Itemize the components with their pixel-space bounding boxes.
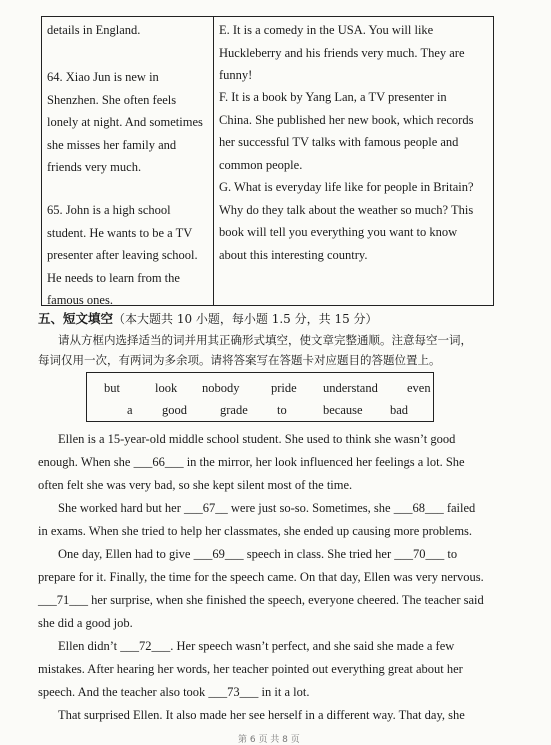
word-nobody: nobody xyxy=(202,381,240,395)
page-footer: 第 6 页 共 8 页 xyxy=(238,735,300,745)
question-64: 64. Xiao Jun is new in Shenzhen. She often feels lonely at night. And sometimes she misses her family and friends very much. xyxy=(47,70,203,174)
passage-paragraph-1: Ellen is a 15-year-old middle school student. She used to think she wasn’t good enough. When she ___66___ in the mirror, her look influenced her feelings a lot. She often felt she was very bad, so she kept silent most of the time. xyxy=(38,432,465,492)
passage-paragraph-3: One day, Ellen had to give ___69___ speech in class. She tried her ___70___ to prepare for it. Finally, the time for the speech came. On that day, Ellen was very nervous. ___71___ her surprise, when she finished the speech, everyone cheered. The teacher said she did a good job. xyxy=(38,547,484,630)
word-grade: grade xyxy=(220,403,248,417)
word-even: even xyxy=(407,381,431,395)
word-to: to xyxy=(277,403,287,417)
matching-table xyxy=(41,16,494,306)
left-cell-fragment: details in England. xyxy=(47,23,141,37)
word-good: good xyxy=(162,403,187,417)
word-look: look xyxy=(155,381,178,395)
word-understand: understand xyxy=(323,381,378,395)
word-bad: bad xyxy=(390,403,409,417)
section-heading: 五、短文填空（本大题共 10 小题，每小题 1.5 分，共 15 分） xyxy=(38,311,378,326)
question-65: 65. John is a high school student. He wants to be a TV presenter after leaving school. He needs to learn from the famous ones. xyxy=(47,203,198,307)
instructions-line-2: 每词仅用一次，有两词为多余项。请将答案写在答题卡对应题目的答题位置上。 xyxy=(38,353,441,367)
word-a: a xyxy=(127,403,133,417)
word-box xyxy=(86,372,434,422)
word-pride: pride xyxy=(271,381,297,395)
option-f: F. It is a book by Yang Lan, a TV presenter in China. She published her new book, which records her successful TV talks with famous people and common people. xyxy=(219,90,474,172)
option-g: G. What is everyday life like for people in Britain? Why do they talk about the weather so much? This book will tell you everything you want to know about this interesting country. xyxy=(219,180,474,262)
instructions-line-1: 请从方框内选择适当的词并用其正确形式填空，使文章完整通顺。注意每空一词， xyxy=(58,333,472,347)
word-because: because xyxy=(323,403,363,417)
option-e: E. It is a comedy in the USA. You will like Huckleberry and his friends very much. They are funny! xyxy=(219,23,465,82)
word-but: but xyxy=(104,381,120,395)
passage-paragraph-5: That surprised Ellen. It also made her see herself in a different way. That day, she xyxy=(58,708,465,722)
table-divider xyxy=(213,17,214,305)
passage-paragraph-2: She worked hard but her ___67__ were just so-so. Sometimes, she ___68___ failed in exams. When she tried to help her classmates, she ended up causing more problems. xyxy=(38,501,476,538)
passage-paragraph-4: Ellen didn’t ___72___. Her speech wasn’t perfect, and she said she made a few mistakes. After hearing her words, her teacher pointed out everything great about her speech. And the teacher also took ___73___ in it a lot. xyxy=(38,639,463,699)
